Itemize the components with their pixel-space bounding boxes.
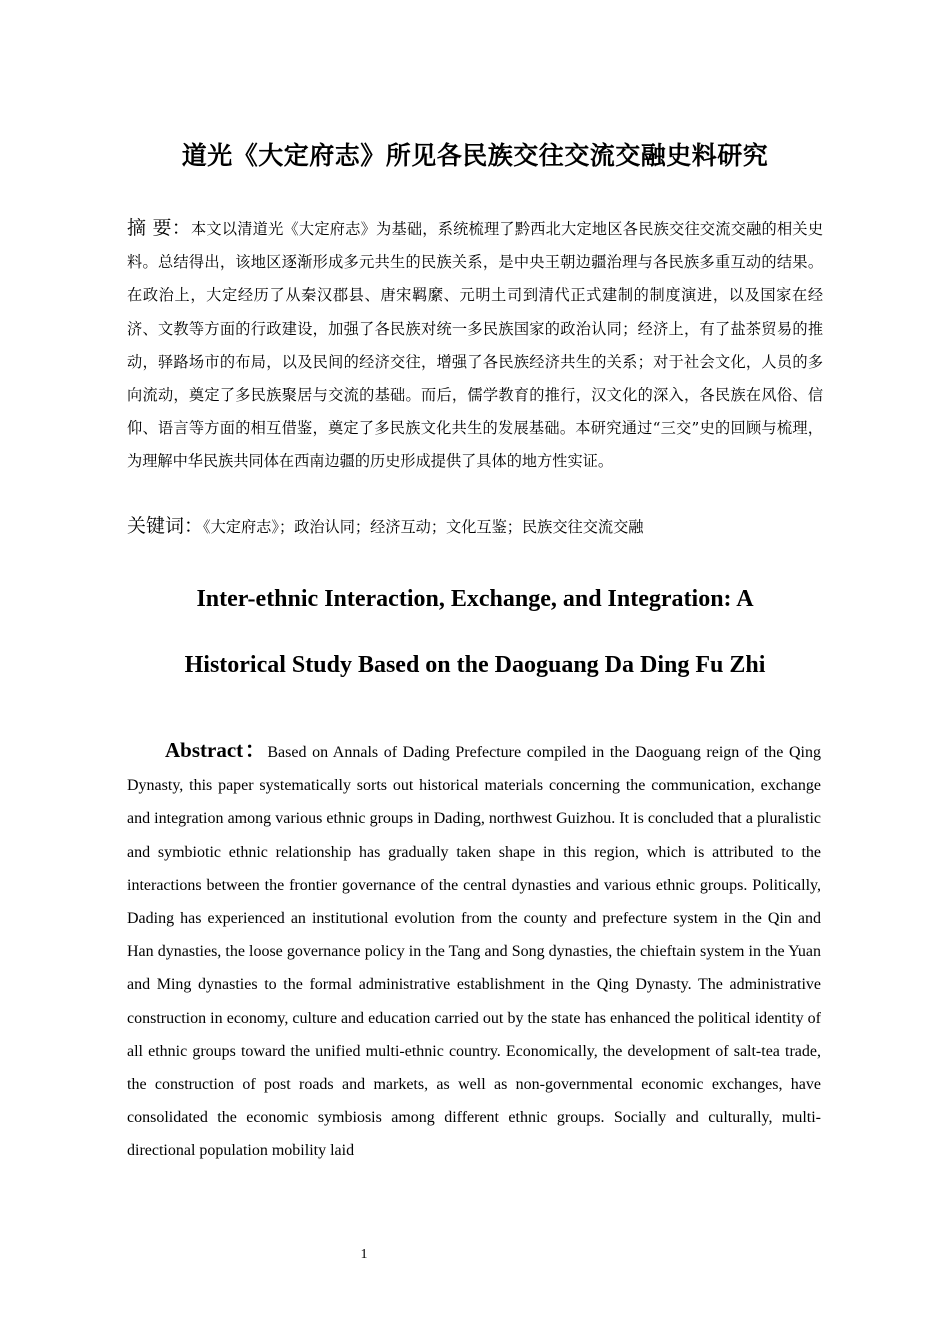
chinese-title: 道光《大定府志》所见各民族交往交流交融史料研究: [181, 141, 769, 170]
chinese-abstract-label: 摘 要：: [127, 217, 191, 239]
english-title-line-1: Inter-ethnic Interaction, Exchange, and Integration: A: [196, 586, 754, 612]
chinese-keywords-text: 《大定府志》；政治认同；经济互动；文化互鉴；民族交往交流交融: [203, 518, 644, 536]
chinese-abstract: [127, 212, 823, 479]
chinese-keywords-label: 关键词：: [127, 515, 204, 537]
chinese-keywords: [127, 510, 823, 544]
page-number: 1: [360, 1247, 368, 1262]
english-title-line-2: Historical Study Based on the Daoguang Da Ding Fu Zhi: [184, 652, 766, 678]
english-abstract-text: Based on Annals of Dading Prefecture compiled in the Daoguang reign of the Qing Dynasty, this paper systematically sorts out historical materials concerning the communication, exchange and integration among various ethnic groups in Dading, northwest Guizhou. It is concluded that a pluralistic and symbiotic ethnic relationship has gradually taken shape in this region, which is attributed to the interactions between the frontier governance of the central dynasties and various ethnic groups. Politically, Dading has experienced an institutional evolution from the county and prefecture system in the Qin and Han dynasties, the loose governance policy in the Tang and Song dynasties, the chieftain system in the Yuan and Ming dynasties to the formal administrative establishment in the Qing Dynasty. The administrative construction in economy, culture and education carried out by the state has enhanced the political identity of all ethnic groups toward the unified multi-ethnic country. Economically, the development of salt-tea trade, the construction of post roads and markets, as well as non-governmental economic exchanges, have consolidated the economic symbiosis among different ethnic groups. Socially and culturally, multi-directional population mobility laid: [127, 744, 821, 1160]
chinese-abstract-text: 本文以清道光《大定府志》为基础，系统梳理了黔西北大定地区各民族交往交流交融的相关史料。总结得出，该地区逐渐形成多元共生的民族关系，是中央王朝边疆治理与各民族多重互动的结果。在政治上，大定经历了从秦汉郡县、唐宋羁縻、元明土司到清代正式建制的制度演进，以及国家在经济、文教等方面的行政建设，加强了各民族对统一多民族国家的政治认同；经济上，有了盐茶贸易的推动，驿路场市的布局，以及民间的经济交往，增强了各民族经济共生的关系；对于社会文化，人员的多向流动，奠定了多民族聚居与交流的基础。而后，儒学教育的推行，汉文化的深入，各民族在风俗、信仰、语言等方面的相互借鉴，奠定了多民族文化共生的发展基础。本研究通过“三交”史的回顾与梳理，为理解中华民族共同体在西南边疆的历史形成提供了具体的地方性实证。: [127, 220, 824, 471]
english-abstract: [127, 734, 821, 1168]
english-abstract-label: Abstract：: [165, 738, 268, 762]
